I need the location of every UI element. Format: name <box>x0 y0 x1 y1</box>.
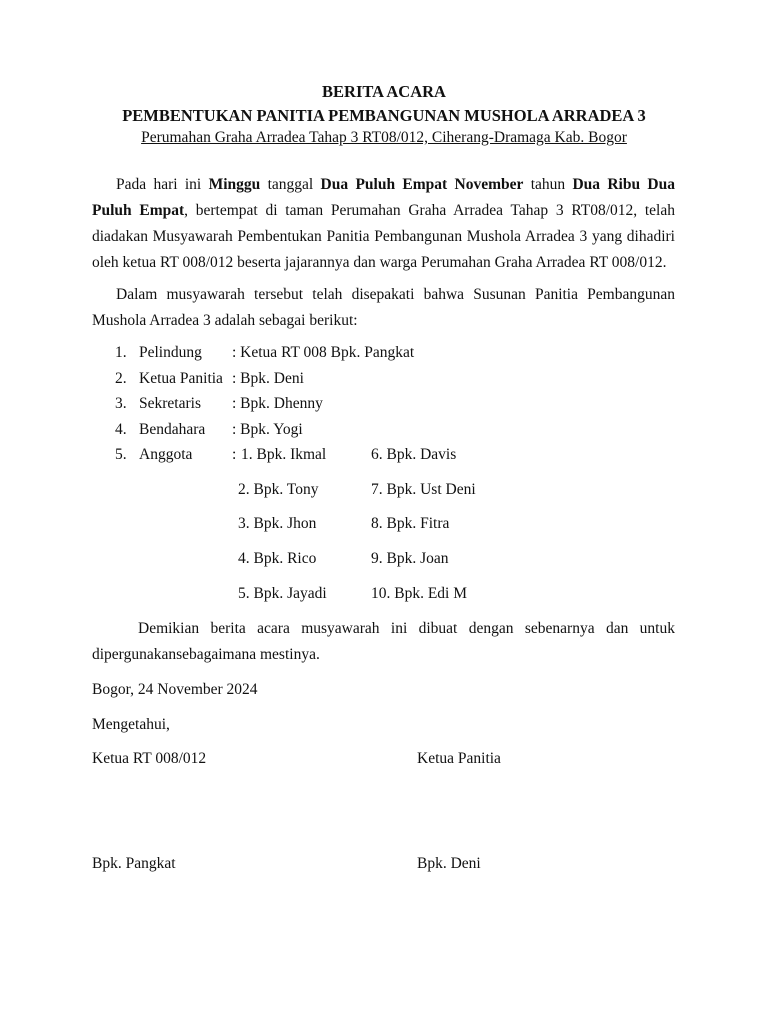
intro-text-1: Pada hari ini <box>116 176 209 193</box>
place-date: Bogor, 24 November 2024 <box>92 681 258 698</box>
document-subtitle: PEMBENTUKAN PANITIA PEMBANGUNAN MUSHOLA ARRADEA 3 <box>122 106 646 125</box>
intro-date: Dua Puluh Empat November <box>320 176 524 193</box>
agreement-paragraph: Dalam musyawarah tersebut telah disepakati bahwa Susunan Panitia Pembangunan Mushola Arradea 3 adalah sebagai berikut: <box>92 286 675 329</box>
intro-paragraph <box>92 172 675 276</box>
member-item: 10. Bpk. Edi M <box>371 585 468 602</box>
member-item: 3. Bpk. Jhon <box>238 515 317 532</box>
member-item: 6. Bpk. Davis <box>371 446 457 463</box>
committee-role: Pelindung <box>139 344 202 361</box>
committee-num: 1. <box>115 344 127 361</box>
member-item: 9. Bpk. Joan <box>371 550 449 567</box>
committee-num: 3. <box>115 395 127 412</box>
committee-value: : Bpk. Deni <box>232 370 304 387</box>
signature-left-name: Bpk. Pangkat <box>92 855 176 872</box>
committee-value: : <box>232 446 237 463</box>
signature-left-title: Ketua RT 008/012 <box>92 750 207 767</box>
committee-role: Anggota <box>139 446 193 463</box>
committee-value: : Ketua RT 008 Bpk. Pangkat <box>232 344 415 361</box>
committee-role: Sekretaris <box>139 395 201 412</box>
document-title: BERITA ACARA <box>322 82 446 101</box>
member-item: 4. Bpk. Rico <box>238 550 317 567</box>
document-address: Perumahan Graha Arradea Tahap 3 RT08/012, Ciherang-Dramaga Kab. Bogor <box>141 129 627 146</box>
signature-right-name: Bpk. Deni <box>417 855 481 872</box>
member-item: 1. Bpk. Ikmal <box>241 446 327 463</box>
intro-text-3: tahun <box>523 176 573 193</box>
intro-text-4: , bertempat di taman Perumahan Graha Arradea Tahap 3 RT08/012, telah diadakan Musyawarah Pembentukan Panitia Pembangunan Mushola Arradea 3 yang dihadiri oleh ketua RT 008/012 beserta jajarannya dan warga Perumahan Graha Arradea RT 008/012. <box>92 202 675 271</box>
closing-paragraph: Demikian berita acara musyawarah ini dibuat dengan sebenarnya dan untuk dipergunakansebagaimana mestinya. <box>92 620 675 663</box>
intro-day: Minggu <box>208 176 261 193</box>
committee-value: : Bpk. Yogi <box>232 421 303 438</box>
member-item: 5. Bpk. Jayadi <box>238 585 327 602</box>
intro-year: Dua Ribu Dua Puluh Empat <box>92 176 675 219</box>
intro-text-2: tanggal <box>260 176 321 193</box>
committee-num: 4. <box>115 421 127 438</box>
signature-right-title: Ketua Panitia <box>417 750 501 767</box>
committee-role: Bendahara <box>139 421 206 438</box>
committee-value: : Bpk. Dhenny <box>232 395 323 412</box>
member-item: 7. Bpk. Ust Deni <box>371 481 476 498</box>
member-item: 8. Bpk. Fitra <box>371 515 450 532</box>
committee-num: 2. <box>115 370 127 387</box>
member-item: 2. Bpk. Tony <box>238 481 319 498</box>
committee-role: Ketua Panitia <box>139 370 223 387</box>
committee-num: 5. <box>115 446 127 463</box>
acknowledged-label: Mengetahui, <box>92 716 170 733</box>
